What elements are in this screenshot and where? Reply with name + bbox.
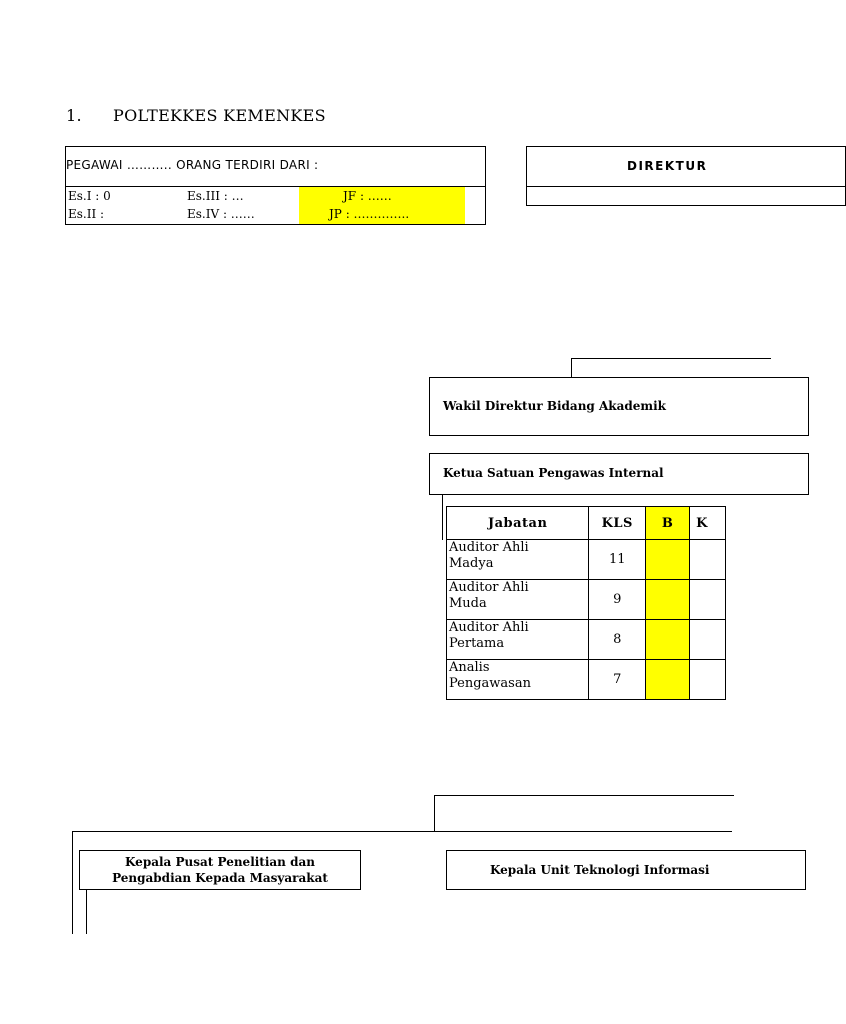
uti-box (446, 850, 806, 890)
table-row (447, 620, 726, 660)
connector-line (571, 358, 771, 359)
es1-count: Es.I : 0 (68, 189, 111, 203)
spi-box (429, 453, 809, 495)
header-kls: KLS (589, 507, 646, 540)
jabatan-name (447, 660, 589, 700)
connector-line (434, 795, 734, 796)
jabatan-name (447, 540, 589, 580)
jabatan-name-line: Analis (449, 660, 490, 675)
p3m-title-line1: Kepala Pusat Penelitian dan (125, 855, 315, 869)
jabatan-name-line: Pertama (449, 636, 505, 651)
director-title: DIREKTUR (627, 159, 708, 173)
spi-title: Ketua Satuan Pengawas Internal (443, 466, 664, 480)
jabatan-name (447, 580, 589, 620)
es2-count: Es.II : (68, 207, 105, 221)
k-cell (690, 540, 726, 580)
connector-line (571, 358, 572, 378)
jf-count: JF : …… (343, 189, 392, 203)
connector-line (72, 831, 732, 832)
table-row (447, 540, 726, 580)
p3m-title-line2: Pengabdian Kepada Masyarakat (112, 871, 328, 885)
jabatan-name (447, 620, 589, 660)
jabatan-name-line: Auditor Ahli (449, 580, 529, 595)
b-cell (646, 620, 690, 660)
connector-line (86, 889, 87, 934)
k-cell (690, 660, 726, 700)
k-cell (690, 580, 726, 620)
connector-line (72, 831, 73, 934)
b-cell (646, 580, 690, 620)
jabatan-name-line: Madya (449, 556, 494, 571)
director-box (526, 146, 846, 206)
kls-value: 9 (589, 580, 646, 620)
wadir-akademik-box (429, 377, 809, 436)
connector-line (442, 494, 443, 540)
b-cell (646, 660, 690, 700)
kls-value: 11 (589, 540, 646, 580)
b-cell (646, 540, 690, 580)
jabatan-name-line: Pengawasan (449, 676, 531, 691)
jabatan-table (446, 506, 726, 700)
jabatan-name-line: Muda (449, 596, 487, 611)
header-k: K (690, 507, 726, 540)
staff-summary-title: PEGAWAI ……….. ORANG TERDIRI DARI : (66, 158, 319, 172)
es4-count: Es.IV : …… (187, 207, 255, 221)
k-cell (690, 620, 726, 660)
uti-title: Kepala Unit Teknologi Informasi (490, 863, 710, 877)
director-divider (527, 186, 845, 187)
es3-count: Es.III : … (187, 189, 244, 203)
jabatan-name-line: Auditor Ahli (449, 540, 529, 555)
jp-count: JP : ………….. (329, 207, 410, 221)
table-row (447, 660, 726, 700)
section-number: 1. (66, 106, 82, 125)
header-jabatan: Jabatan (447, 507, 589, 540)
wadir-akademik-title: Wakil Direktur Bidang Akademik (443, 399, 666, 413)
p3m-box (79, 850, 361, 890)
section-title: POLTEKKES KEMENKES (113, 106, 326, 125)
header-b: B (646, 507, 690, 540)
connector-line (434, 795, 435, 832)
table-header-row (447, 507, 726, 540)
table-row (447, 580, 726, 620)
kls-value: 8 (589, 620, 646, 660)
kls-value: 7 (589, 660, 646, 700)
jabatan-name-line: Auditor Ahli (449, 620, 529, 635)
